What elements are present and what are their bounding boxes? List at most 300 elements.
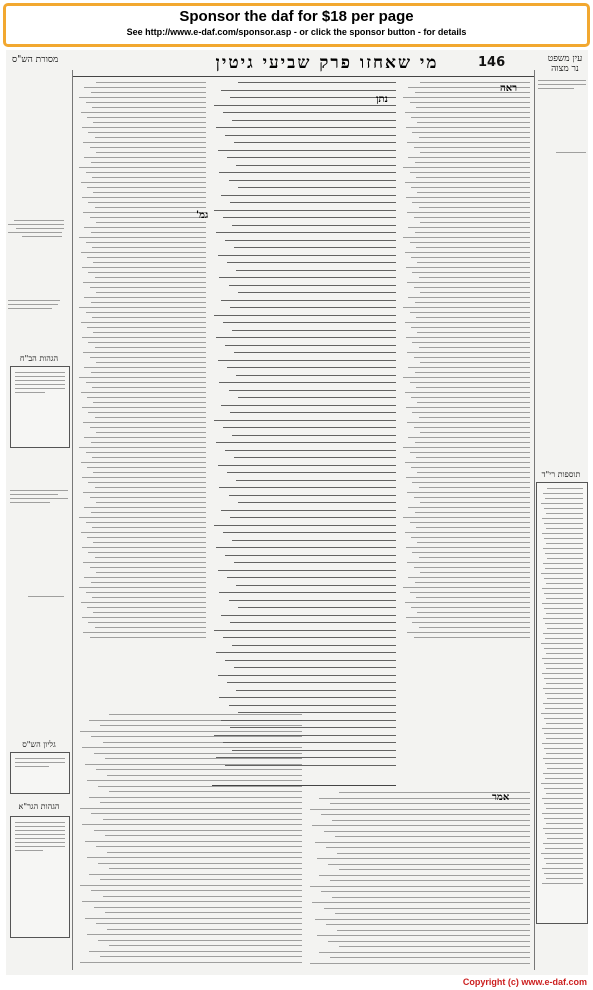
text-line bbox=[414, 427, 530, 428]
text-line bbox=[412, 622, 530, 623]
text-line bbox=[230, 517, 396, 518]
right-margin-rule bbox=[534, 70, 535, 970]
text-line bbox=[82, 477, 206, 478]
text-line bbox=[227, 577, 396, 578]
text-line bbox=[414, 217, 530, 218]
text-line bbox=[86, 312, 206, 313]
right-margin-notes bbox=[538, 80, 586, 240]
text-line bbox=[105, 912, 302, 913]
text-line bbox=[405, 182, 530, 183]
text-line bbox=[93, 472, 206, 473]
text-line bbox=[412, 202, 530, 203]
text-line bbox=[225, 240, 396, 241]
text-line bbox=[83, 282, 206, 283]
text-line bbox=[227, 472, 396, 473]
text-line bbox=[238, 82, 396, 83]
text-line bbox=[96, 152, 206, 153]
text-line bbox=[227, 157, 396, 158]
text-line bbox=[403, 167, 530, 168]
text-line bbox=[234, 352, 396, 353]
text-line bbox=[98, 940, 302, 941]
text-line bbox=[545, 848, 583, 849]
gilyon-hashas-label: גליון הש"ס bbox=[22, 740, 56, 749]
text-line bbox=[230, 622, 396, 623]
text-line bbox=[410, 522, 530, 523]
sponsor-title[interactable]: Sponsor the daf for $18 per page bbox=[179, 8, 414, 25]
text-line bbox=[408, 577, 530, 578]
text-line bbox=[411, 327, 530, 328]
text-line bbox=[547, 488, 583, 489]
sponsor-banner[interactable] bbox=[3, 3, 590, 47]
text-line bbox=[542, 813, 583, 814]
text-line bbox=[412, 272, 530, 273]
text-line bbox=[225, 450, 396, 451]
text-line bbox=[96, 572, 206, 573]
text-line bbox=[88, 622, 206, 623]
text-line bbox=[544, 748, 583, 749]
text-line bbox=[414, 637, 530, 638]
text-line bbox=[227, 682, 396, 683]
text-line bbox=[420, 292, 530, 293]
text-line bbox=[105, 835, 302, 836]
text-line bbox=[230, 307, 396, 308]
text-line bbox=[328, 941, 530, 942]
text-line bbox=[416, 317, 530, 318]
text-line bbox=[238, 607, 396, 608]
text-line bbox=[406, 547, 530, 548]
text-line bbox=[412, 342, 530, 343]
text-line bbox=[79, 587, 206, 588]
text-line bbox=[232, 120, 396, 121]
text-line bbox=[92, 317, 206, 318]
text-line bbox=[86, 242, 206, 243]
text-line bbox=[230, 202, 396, 203]
text-line bbox=[109, 791, 302, 792]
left-margin-notes-2 bbox=[10, 490, 68, 650]
text-line bbox=[326, 924, 530, 925]
text-line bbox=[238, 187, 396, 188]
text-line bbox=[545, 623, 583, 624]
text-line bbox=[420, 222, 530, 223]
text-line bbox=[411, 187, 530, 188]
text-line bbox=[91, 512, 206, 513]
text-line bbox=[337, 853, 530, 854]
text-line bbox=[236, 585, 396, 586]
text-line bbox=[238, 292, 396, 293]
text-line bbox=[92, 597, 206, 598]
text-line bbox=[546, 723, 583, 724]
text-line bbox=[100, 802, 302, 803]
text-line bbox=[544, 678, 583, 679]
text-line bbox=[107, 852, 302, 853]
text-line bbox=[221, 510, 396, 511]
text-line bbox=[321, 891, 530, 892]
text-line bbox=[91, 442, 206, 443]
text-line bbox=[544, 788, 583, 789]
text-line bbox=[229, 285, 396, 286]
text-line bbox=[82, 547, 206, 548]
text-line bbox=[218, 465, 396, 466]
text-line bbox=[416, 247, 530, 248]
text-line bbox=[403, 517, 530, 518]
text-line bbox=[416, 527, 530, 528]
text-line bbox=[232, 225, 396, 226]
text-line bbox=[547, 838, 583, 839]
text-line bbox=[218, 675, 396, 676]
text-line bbox=[89, 874, 302, 875]
text-line bbox=[543, 758, 583, 759]
text-line bbox=[93, 402, 206, 403]
text-line bbox=[216, 337, 396, 338]
text-line bbox=[419, 627, 530, 628]
text-line bbox=[546, 753, 583, 754]
text-line bbox=[417, 402, 530, 403]
text-line bbox=[91, 232, 206, 233]
text-line bbox=[319, 875, 530, 876]
text-line bbox=[81, 532, 206, 533]
text-line bbox=[219, 487, 396, 488]
text-line bbox=[542, 588, 583, 589]
text-line bbox=[542, 518, 583, 519]
text-line bbox=[79, 237, 206, 238]
text-line bbox=[79, 167, 206, 168]
text-line bbox=[221, 300, 396, 301]
text-line bbox=[219, 382, 396, 383]
text-line bbox=[415, 582, 530, 583]
text-line bbox=[408, 367, 530, 368]
text-line bbox=[319, 952, 530, 953]
text-line bbox=[81, 602, 206, 603]
text-line bbox=[107, 929, 302, 930]
text-line bbox=[405, 392, 530, 393]
gilyon-hashas-box bbox=[10, 752, 70, 794]
text-line bbox=[545, 553, 583, 554]
text-line bbox=[82, 824, 302, 825]
text-line bbox=[408, 157, 530, 158]
text-line bbox=[547, 558, 583, 559]
text-line bbox=[87, 537, 206, 538]
text-line bbox=[419, 557, 530, 558]
text-line bbox=[87, 117, 206, 118]
text-line bbox=[83, 562, 206, 563]
text-line bbox=[92, 247, 206, 248]
text-line bbox=[543, 618, 583, 619]
page-title: מי שאחזו פרק שביעי גיטין bbox=[215, 53, 439, 73]
text-line bbox=[96, 82, 206, 83]
text-line bbox=[414, 497, 530, 498]
text-line bbox=[90, 287, 206, 288]
text-line bbox=[232, 330, 396, 331]
text-line bbox=[324, 831, 530, 832]
text-line bbox=[407, 212, 530, 213]
text-line bbox=[90, 637, 206, 638]
text-line bbox=[545, 568, 583, 569]
text-line bbox=[546, 653, 583, 654]
text-line bbox=[541, 503, 583, 504]
text-line bbox=[82, 127, 206, 128]
text-line bbox=[544, 608, 583, 609]
text-line bbox=[419, 137, 530, 138]
text-line bbox=[417, 192, 530, 193]
text-line bbox=[80, 962, 302, 963]
text-line bbox=[218, 360, 396, 361]
text-line bbox=[546, 808, 583, 809]
text-line bbox=[414, 357, 530, 358]
text-line bbox=[541, 713, 583, 714]
text-line bbox=[96, 362, 206, 363]
text-line bbox=[411, 397, 530, 398]
text-line bbox=[225, 660, 396, 661]
text-line bbox=[405, 602, 530, 603]
text-line bbox=[417, 122, 530, 123]
text-line bbox=[543, 563, 583, 564]
text-line bbox=[88, 482, 206, 483]
text-line bbox=[234, 562, 396, 563]
text-line bbox=[109, 714, 302, 715]
text-line bbox=[310, 886, 530, 887]
text-line bbox=[96, 222, 206, 223]
text-line bbox=[542, 868, 583, 869]
text-line bbox=[544, 538, 583, 539]
text-line bbox=[328, 864, 530, 865]
text-line bbox=[546, 583, 583, 584]
text-line bbox=[417, 472, 530, 473]
text-line bbox=[545, 638, 583, 639]
text-line bbox=[87, 780, 302, 781]
text-line bbox=[92, 457, 206, 458]
text-line bbox=[403, 587, 530, 588]
text-line bbox=[96, 432, 206, 433]
text-line bbox=[416, 177, 530, 178]
text-line bbox=[223, 112, 396, 113]
gemara-column bbox=[212, 82, 396, 782]
text-line bbox=[406, 267, 530, 268]
text-line bbox=[410, 172, 530, 173]
text-line bbox=[79, 377, 206, 378]
text-line bbox=[87, 397, 206, 398]
text-line bbox=[82, 337, 206, 338]
text-line bbox=[216, 547, 396, 548]
text-line bbox=[86, 592, 206, 593]
text-line bbox=[238, 502, 396, 503]
text-line bbox=[84, 577, 206, 578]
text-line bbox=[105, 758, 302, 759]
text-line bbox=[419, 487, 530, 488]
text-line bbox=[87, 934, 302, 935]
text-line bbox=[84, 157, 206, 158]
lower-tosafot-block bbox=[78, 714, 302, 970]
text-line bbox=[412, 552, 530, 553]
text-line bbox=[546, 823, 583, 824]
text-line bbox=[91, 813, 302, 814]
text-line bbox=[543, 773, 583, 774]
text-line bbox=[214, 105, 396, 106]
text-line bbox=[234, 142, 396, 143]
text-line bbox=[407, 282, 530, 283]
text-line bbox=[407, 422, 530, 423]
text-line bbox=[420, 502, 530, 503]
text-line bbox=[81, 462, 206, 463]
text-line bbox=[82, 197, 206, 198]
text-line bbox=[216, 652, 396, 653]
text-line bbox=[330, 803, 530, 804]
text-line bbox=[405, 322, 530, 323]
text-line bbox=[416, 457, 530, 458]
text-line bbox=[238, 712, 396, 713]
text-line bbox=[229, 705, 396, 706]
text-line bbox=[544, 578, 583, 579]
text-line bbox=[229, 600, 396, 601]
text-line bbox=[315, 919, 530, 920]
text-line bbox=[91, 302, 206, 303]
text-line bbox=[85, 841, 302, 842]
text-line bbox=[420, 152, 530, 153]
text-line bbox=[542, 603, 583, 604]
text-line bbox=[90, 567, 206, 568]
text-line bbox=[219, 277, 396, 278]
text-line bbox=[405, 252, 530, 253]
text-line bbox=[223, 637, 396, 638]
text-line bbox=[546, 878, 583, 879]
text-line bbox=[312, 825, 530, 826]
hagahot-bach-label: הגהות הב"ח bbox=[19, 354, 59, 363]
text-line bbox=[545, 693, 583, 694]
text-line bbox=[86, 452, 206, 453]
text-line bbox=[83, 352, 206, 353]
text-line bbox=[234, 247, 396, 248]
text-line bbox=[234, 457, 396, 458]
text-line bbox=[96, 846, 302, 847]
text-line bbox=[232, 645, 396, 646]
text-line bbox=[103, 819, 302, 820]
text-line bbox=[417, 332, 530, 333]
text-line bbox=[91, 736, 302, 737]
text-line bbox=[312, 902, 530, 903]
text-line bbox=[82, 267, 206, 268]
text-line bbox=[542, 743, 583, 744]
text-line bbox=[544, 873, 583, 874]
text-line bbox=[232, 540, 396, 541]
text-line bbox=[546, 738, 583, 739]
text-line bbox=[406, 407, 530, 408]
text-line bbox=[406, 127, 530, 128]
text-line bbox=[87, 257, 206, 258]
text-line bbox=[403, 97, 530, 98]
text-line bbox=[236, 165, 396, 166]
text-line bbox=[542, 798, 583, 799]
text-line bbox=[218, 570, 396, 571]
text-line bbox=[81, 182, 206, 183]
text-line bbox=[95, 347, 206, 348]
text-line bbox=[405, 462, 530, 463]
text-line bbox=[103, 896, 302, 897]
text-line bbox=[85, 764, 302, 765]
text-line bbox=[542, 883, 583, 884]
text-line bbox=[541, 853, 583, 854]
tosafot-column bbox=[78, 82, 209, 710]
text-line bbox=[541, 573, 583, 574]
text-line bbox=[81, 252, 206, 253]
text-line bbox=[223, 427, 396, 428]
text-line bbox=[407, 632, 530, 633]
text-line bbox=[100, 879, 302, 880]
gemara-marker: גמ' bbox=[196, 210, 209, 221]
text-line bbox=[542, 673, 583, 674]
text-line bbox=[417, 612, 530, 613]
text-line bbox=[411, 117, 530, 118]
text-line bbox=[96, 769, 302, 770]
copyright-link[interactable]: Copyright (c) www.e-daf.com bbox=[462, 977, 587, 987]
text-line bbox=[214, 630, 396, 631]
text-line bbox=[87, 467, 206, 468]
text-line bbox=[419, 417, 530, 418]
text-line bbox=[90, 497, 206, 498]
text-line bbox=[95, 207, 206, 208]
text-line bbox=[332, 820, 530, 821]
text-line bbox=[403, 447, 530, 448]
rashi-dibbur-amar: אמר bbox=[492, 792, 510, 803]
text-line bbox=[214, 210, 396, 211]
text-line bbox=[414, 287, 530, 288]
text-line bbox=[546, 863, 583, 864]
text-line bbox=[407, 142, 530, 143]
text-line bbox=[403, 307, 530, 308]
text-line bbox=[109, 945, 302, 946]
header-rule bbox=[72, 76, 534, 77]
text-line bbox=[86, 102, 206, 103]
sponsor-subtitle[interactable]: See http://www.e-daf.com/sponsor.asp - or click the sponsor button - for details bbox=[126, 27, 467, 37]
text-line bbox=[84, 437, 206, 438]
text-line bbox=[546, 683, 583, 684]
text-line bbox=[330, 880, 530, 881]
text-line bbox=[411, 257, 530, 258]
text-line bbox=[90, 427, 206, 428]
text-line bbox=[414, 567, 530, 568]
text-line bbox=[227, 367, 396, 368]
text-line bbox=[89, 720, 302, 721]
text-line bbox=[100, 956, 302, 957]
text-line bbox=[236, 480, 396, 481]
text-line bbox=[86, 382, 206, 383]
text-line bbox=[84, 87, 206, 88]
text-line bbox=[88, 132, 206, 133]
text-line bbox=[100, 725, 302, 726]
text-line bbox=[542, 533, 583, 534]
text-line bbox=[88, 412, 206, 413]
text-line bbox=[408, 507, 530, 508]
text-line bbox=[86, 522, 206, 523]
text-line bbox=[214, 420, 396, 421]
text-line bbox=[310, 963, 530, 964]
text-line bbox=[83, 422, 206, 423]
text-line bbox=[543, 633, 583, 634]
left-margin-rule bbox=[72, 70, 73, 970]
text-line bbox=[415, 442, 530, 443]
text-line bbox=[546, 513, 583, 514]
text-line bbox=[83, 632, 206, 633]
text-line bbox=[80, 808, 302, 809]
text-line bbox=[543, 843, 583, 844]
text-line bbox=[408, 297, 530, 298]
text-line bbox=[90, 147, 206, 148]
text-line bbox=[223, 532, 396, 533]
text-line bbox=[91, 162, 206, 163]
text-line bbox=[98, 786, 302, 787]
text-line bbox=[88, 342, 206, 343]
text-line bbox=[317, 935, 530, 936]
text-line bbox=[83, 142, 206, 143]
text-line bbox=[406, 477, 530, 478]
